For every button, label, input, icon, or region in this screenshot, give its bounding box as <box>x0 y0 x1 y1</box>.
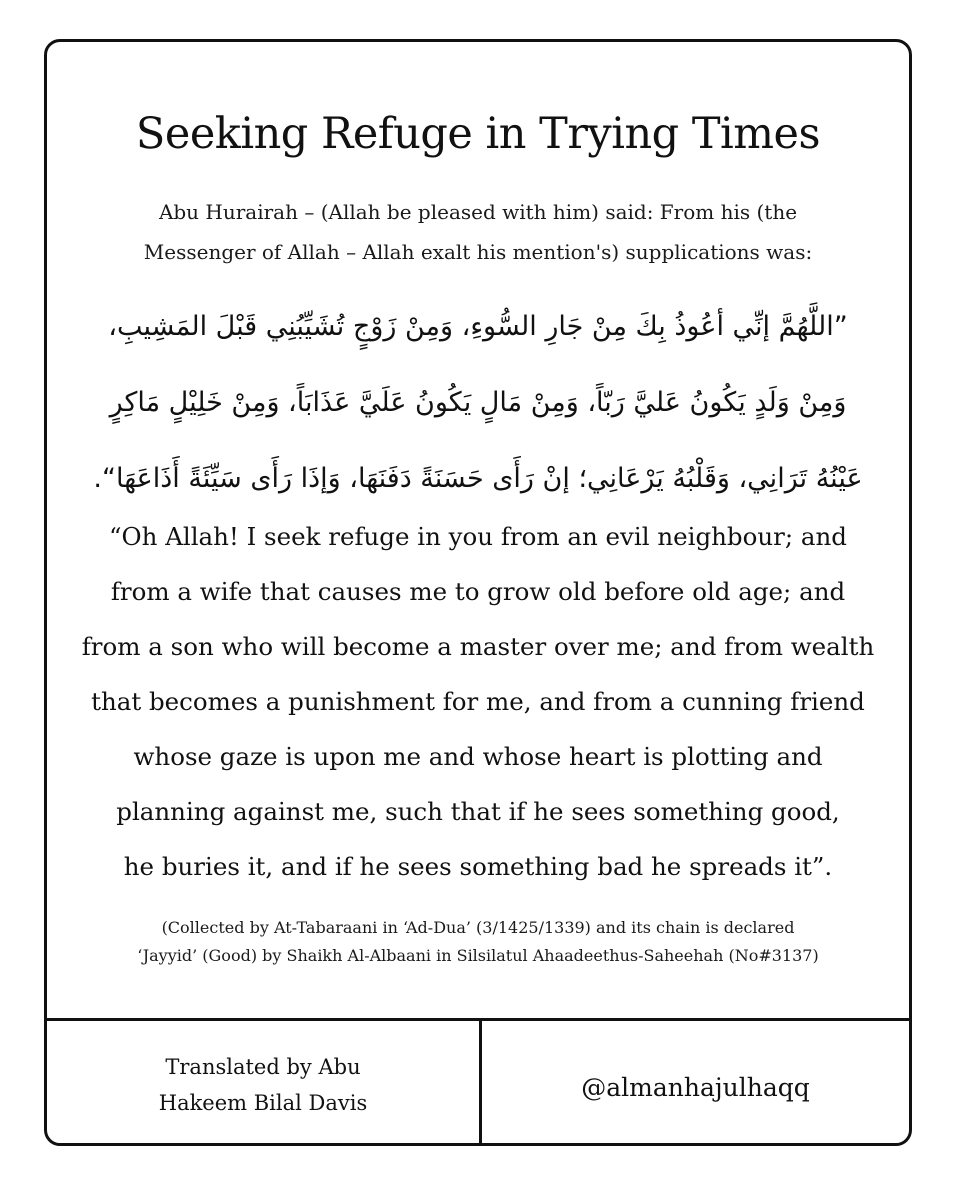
arabic-line: وَمِنْ وَلَدٍ يَكُونُ عَليَّ رَبّاً، وَمِنْ مَالٍ يَكُونُ عَلَيَّ عَذَابَاً، وَمِنْ خَلِيْلٍ مَاكِرٍ <box>109 387 847 418</box>
hadith-card <box>44 39 912 1146</box>
translation-line: from a son who will become a master over me; and from wealth <box>81 632 875 661</box>
intro-line: Messenger of Allah – Allah exalt his mention's) supplications was: <box>143 240 813 264</box>
translation-line: whose gaze is upon me and whose heart is plotting and <box>133 742 823 771</box>
translation-line: that becomes a punishment for me, and from a cunning friend <box>91 687 865 716</box>
english-translation <box>75 509 881 894</box>
handle-cell <box>482 1021 909 1146</box>
translator-cell <box>47 1021 482 1146</box>
citation-line: ‘Jayyid’ (Good) by Shaikh Al-Albaani in Silsilatul Ahaadeethus-Saheehah (No#3137) <box>137 946 819 965</box>
intro-line: Abu Hurairah – (Allah be pleased with him) said: From his (the <box>158 200 798 224</box>
arabic-supplication <box>71 289 885 517</box>
credit-line: Translated by Abu <box>165 1055 361 1079</box>
source-citation <box>77 914 879 970</box>
card-main <box>47 42 909 1018</box>
arabic-line: عَيْنُهُ تَرَانِي، وَقَلْبُهُ يَرْعَانِي؛ إنْ رَأَى حَسَنَةً دَفَنَهَا، وَإذَا رَأَى سَيِّئَةً أَذَاعَهَا“. <box>93 463 863 494</box>
narration-intro <box>87 192 869 272</box>
citation-line: (Collected by At-Tabaraani in ‘Ad-Dua’ (3/1425/1339) and its chain is declared <box>161 918 795 937</box>
translation-line: from a wife that causes me to grow old before old age; and <box>110 577 846 606</box>
translation-line: “Oh Allah! I seek refuge in you from an evil neighbour; and <box>109 522 847 551</box>
credit-line: Hakeem Bilal Davis <box>158 1091 368 1115</box>
card-footer <box>47 1018 909 1146</box>
arabic-line: ”اللَّهُمَّ إنِّي أعُوذُ بِكَ مِنْ جَارِ السُّوءِ، وَمِنْ زَوْجٍ تُشَيِّبُنِي قَبْلَ المَشِيبِ، <box>108 311 848 342</box>
translation-line: he buries it, and if he sees something bad he spreads it”. <box>123 852 833 881</box>
social-handle: @almanhajulhaqq <box>581 1073 810 1102</box>
translator-credit <box>47 1049 479 1121</box>
translation-line: planning against me, such that if he sees something good, <box>116 797 840 826</box>
page-title: Seeking Refuge in Trying Times <box>135 109 821 159</box>
